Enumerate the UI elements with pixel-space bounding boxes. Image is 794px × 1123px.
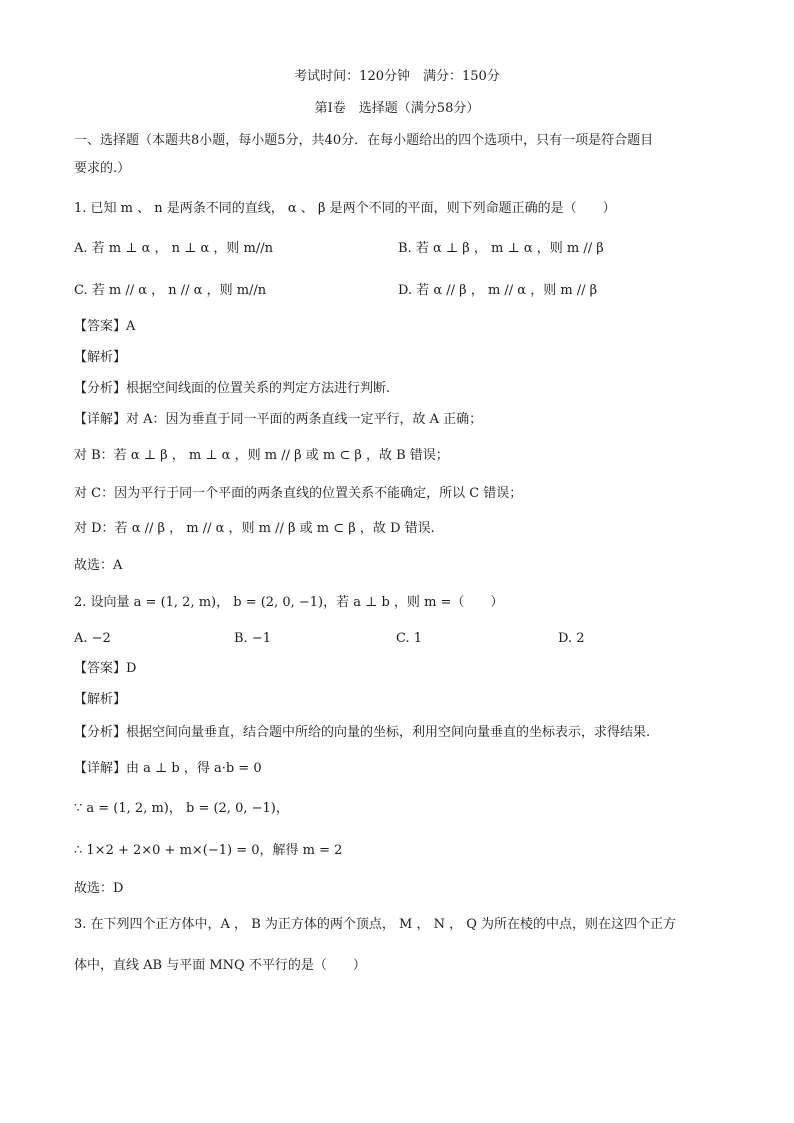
q2-option-c: C. 1: [396, 631, 423, 646]
q2-fenxi: 【分析】根据空间向量垂直，结合题中所给的向量的坐标，利用空间向量垂直的坐标表示，求得结果.: [74, 725, 651, 740]
q3-stem-line2: 体中，直线 AB 与平面 MNQ 不平行的是（ ）: [74, 958, 366, 973]
q2-option-d: D. 2: [558, 631, 585, 646]
part1-intro-line2: 要求的.）: [74, 161, 131, 176]
q2-option-b: B. −1: [234, 631, 271, 646]
q1-option-a: A. 若 m ⊥ α ， n ⊥ α ，则 m//n: [74, 241, 274, 256]
q1-choose: 故选：A: [74, 558, 123, 573]
q1-detail-b: 对 B：若 α ⊥ β ， m ⊥ α ，则 m // β 或 m ⊂ β ，故 B 错误；: [74, 448, 449, 463]
q1-detail-d: 对 D：若 α // β ， m // α ，则 m // β 或 m ⊂ β ，故 D 错误.: [74, 521, 435, 536]
q1-detail-c: 对 C：因为平行于同一个平面的两条直线的位置关系不能确定，所以 C 错误；: [74, 486, 523, 501]
q2-analysis-label: 【解析】: [74, 692, 127, 707]
section-title: 第I卷 选择题（满分58分）: [314, 101, 480, 116]
q2-detail: 【详解】由 a ⊥ b ，得 a·b = 0: [74, 761, 262, 776]
q1-answer: 【答案】A: [74, 319, 136, 334]
q1-fenxi: 【分析】根据空间线面的位置关系的判定方法进行判断.: [74, 381, 391, 396]
q2-stem: 2. 设向量 a = (1, 2, m)， b = (2, 0, −1)，若 a ⊥ b ，则 m =（ ）: [74, 595, 504, 610]
exam-info: 考试时间：120分钟 满分：150分: [294, 69, 500, 84]
q1-option-c: C. 若 m // α ， n // α ，则 m//n: [74, 283, 267, 298]
q1-option-d: D. 若 α // β ， m // α ，则 m // β: [398, 283, 598, 298]
q1-stem: 1. 已知 m 、 n 是两条不同的直线， α 、 β 是两个不同的平面，则下列命题正确的是（ ）: [74, 201, 616, 216]
q2-answer: 【答案】D: [74, 661, 137, 676]
q2-calc: ∴ 1×2 + 2×0 + m×(−1) = 0，解得 m = 2: [74, 843, 343, 858]
q1-option-b: B. 若 α ⊥ β ， m ⊥ α ，则 m // β: [398, 241, 604, 256]
q1-analysis-label: 【解析】: [74, 350, 127, 365]
q3-stem-line1: 3. 在下列四个正方体中，A ， B 为正方体的两个顶点， M ， N ， Q 为所在棱的中点，则在这四个正方: [74, 917, 677, 932]
q2-choose: 故选：D: [74, 881, 124, 896]
q1-detail-a: 【详解】对 A：因为垂直于同一平面的两条直线一定平行，故 A 正确；: [74, 412, 483, 427]
part1-intro-line1: 一、选择题（本题共8小题，每小题5分，共40分．在每小题给出的四个选项中，只有一项是符合题目: [74, 133, 654, 148]
q2-option-a: A. −2: [74, 631, 111, 646]
q2-given: ∵ a = (1, 2, m)， b = (2, 0, −1)，: [74, 801, 289, 816]
